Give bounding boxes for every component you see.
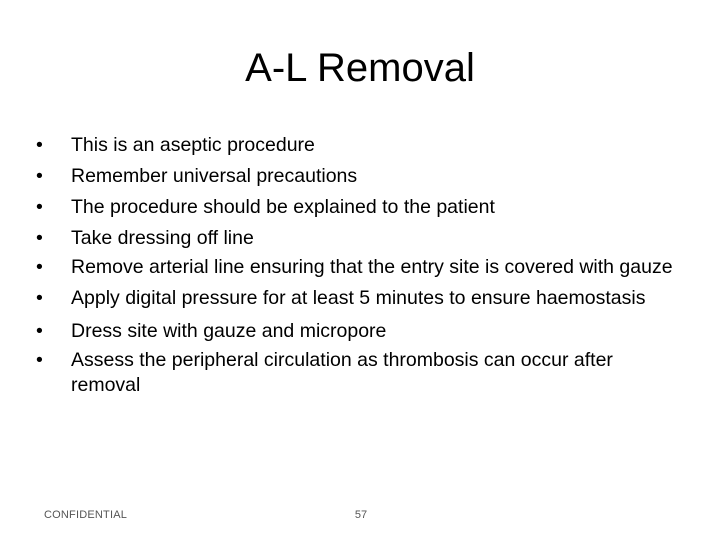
bullet-dot-icon: • bbox=[36, 349, 43, 371]
bullet-dot-icon: • bbox=[36, 287, 43, 309]
bullet-dot-icon: • bbox=[36, 256, 43, 278]
bullet-text: Dress site with gauze and micropore bbox=[71, 320, 387, 342]
slide-title: A-L Removal bbox=[245, 46, 475, 90]
bullet-text: Apply digital pressure for at least 5 minutes to ensure haemostasis bbox=[71, 287, 646, 309]
bullet-item bbox=[36, 286, 676, 311]
bullet-list bbox=[36, 131, 676, 404]
confidential-label: CONFIDENTIAL bbox=[44, 509, 128, 521]
bullet-text: The procedure should be explained to the patient bbox=[71, 196, 495, 218]
bullet-item bbox=[36, 224, 676, 252]
bullet-item bbox=[36, 348, 676, 398]
bullet-item bbox=[36, 131, 676, 159]
bullet-dot-icon: • bbox=[36, 196, 43, 218]
bullet-item bbox=[36, 255, 676, 280]
bullet-dot-icon: • bbox=[36, 227, 43, 249]
bullet-text: Take dressing off line bbox=[71, 227, 254, 249]
bullet-item bbox=[36, 317, 676, 345]
bullet-item bbox=[36, 162, 676, 190]
bullet-dot-icon: • bbox=[36, 165, 43, 187]
bullet-item bbox=[36, 193, 676, 221]
bullet-text: Remember universal precautions bbox=[71, 165, 358, 187]
bullet-text: Assess the peripheral circulation as thrombosis can occur after removal bbox=[71, 349, 613, 396]
bullet-text: Remove arterial line ensuring that the entry site is covered with gauze bbox=[71, 256, 673, 278]
bullet-dot-icon: • bbox=[36, 320, 43, 342]
bullet-dot-icon: • bbox=[36, 134, 43, 156]
page-number: 57 bbox=[354, 509, 368, 521]
bullet-text: This is an aseptic procedure bbox=[71, 134, 315, 156]
